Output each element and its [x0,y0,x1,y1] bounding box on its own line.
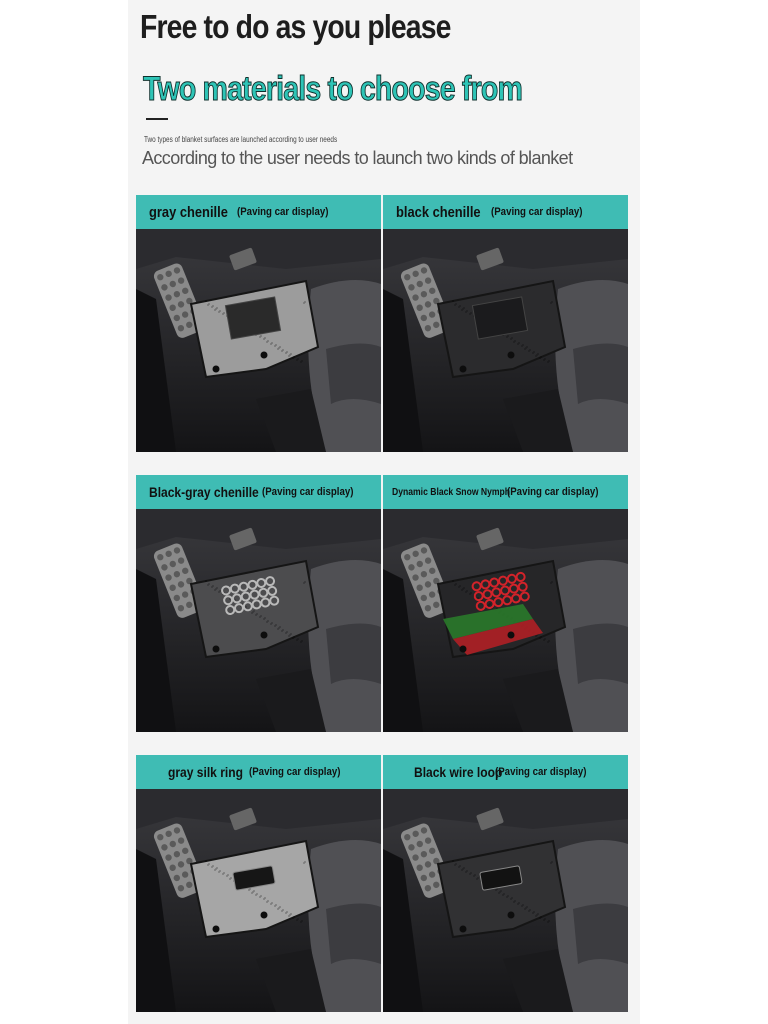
card-gray-chenille[interactable] [136,195,381,452]
card-gray-silk-ring[interactable] [136,755,381,1012]
mat-fastener [508,912,515,919]
card-tag: (Paving car display) [495,766,587,778]
mat-fastener [460,646,467,653]
mat-fastener [508,352,515,359]
card-title: Black-gray chenille [149,484,259,500]
card-title-bar [383,755,628,789]
car-interior-photo [383,509,628,732]
car-interior-photo [136,789,381,1012]
mat-fastener [213,646,220,653]
subhead: Two materials to choose from [143,70,523,108]
card-tag: (Paving car display) [249,766,341,778]
card-tag: (Paving car display) [507,486,599,498]
card-title-bar [136,195,381,229]
headline: Free to do as you please [140,8,451,45]
tiny-caption: Two types of blanket surfaces are launched according to user needs [144,135,338,144]
card-title: Black wire loop [414,764,503,780]
card-title: Dynamic Black Snow Nymph [392,487,511,498]
card-dynamic-black-snow-nymph[interactable] [383,475,628,732]
car-interior-photo [383,789,628,1012]
seat-side [326,343,381,404]
seat-side [326,623,381,684]
card-title: gray chenille [149,204,228,221]
card-title-bar [136,475,381,509]
card-tag: (Paving car display) [237,206,329,218]
card-black-chenille[interactable] [383,195,628,452]
mat-fastener [508,632,515,639]
divider [146,118,168,120]
car-interior-photo [136,229,381,452]
car-interior-photo [383,229,628,452]
card-tag: (Paving car display) [491,206,583,218]
mat-fastener [460,926,467,933]
product-page [128,0,640,1024]
seat-side [573,623,628,684]
mat-fastener [261,632,268,639]
card-title: gray silk ring [168,764,243,780]
card-tag: (Paving car display) [262,486,354,498]
mat-fastener [261,912,268,919]
seat-side [573,343,628,404]
card-black-gray-chenille[interactable] [136,475,381,732]
card-title-bar [383,475,628,509]
description: According to the user needs to launch two kinds of blanket [142,148,573,168]
mat-fastener [213,366,220,373]
seat-side [326,903,381,964]
mat-fastener [261,352,268,359]
card-title-bar [383,195,628,229]
mat-fastener [460,366,467,373]
seat-side [573,903,628,964]
card-title: black chenille [396,204,481,221]
mat-fastener [213,926,220,933]
car-interior-photo [136,509,381,732]
card-black-wire-loop[interactable] [383,755,628,1012]
card-title-bar [136,755,381,789]
